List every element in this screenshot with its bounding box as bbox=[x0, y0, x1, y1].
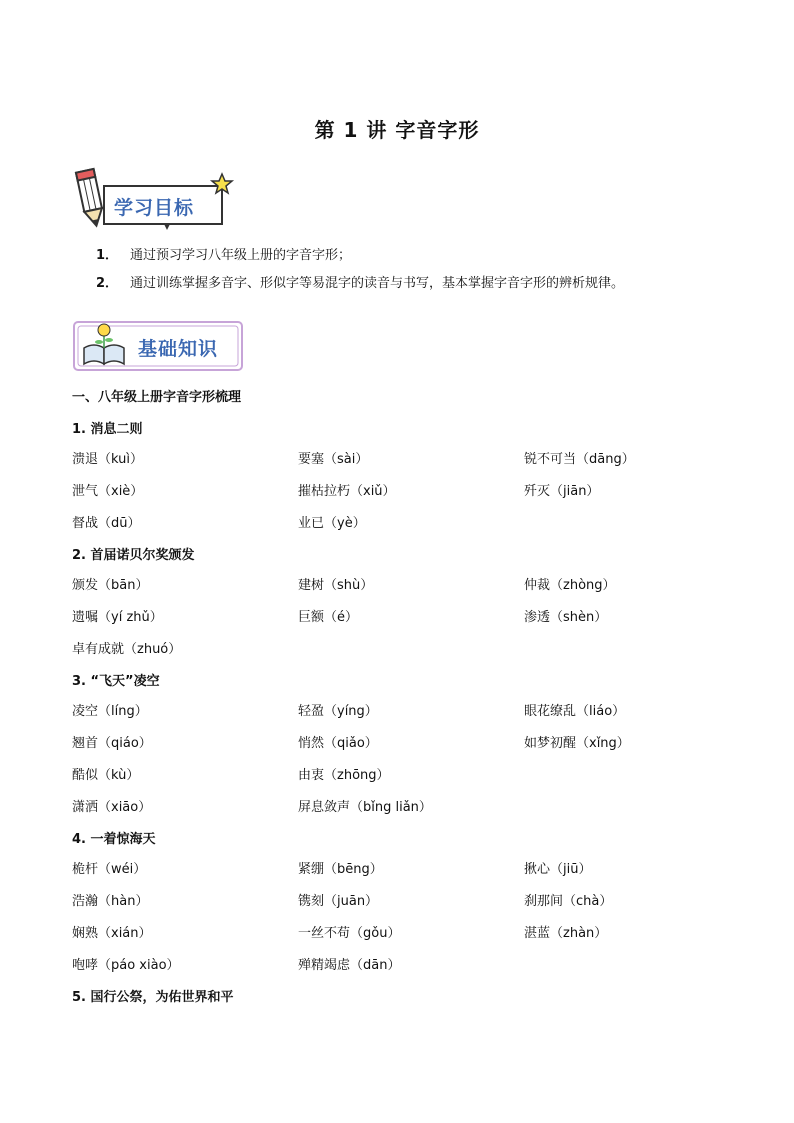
vocab-item: 桅杆（wéi） bbox=[72, 862, 147, 877]
goal-number: 1． bbox=[96, 248, 119, 263]
vocab-item: 渗透（shèn） bbox=[524, 610, 608, 625]
goal-text: 通过预习学习八年级上册的字音字形； bbox=[130, 248, 352, 263]
vocab-item: 歼灭（jiān） bbox=[524, 484, 600, 499]
page-title: 第 1 讲 字音字形 bbox=[314, 118, 480, 142]
vocab-grid bbox=[72, 858, 752, 978]
vocab-item: 由衷（zhōng） bbox=[298, 768, 390, 783]
lesson-heading: 1. 消息二则 bbox=[72, 422, 143, 437]
vocab-item: 轻盈（yíng） bbox=[298, 704, 378, 719]
content-body bbox=[72, 386, 752, 1016]
vocab-item: 屏息敛声（bǐng liǎn） bbox=[298, 800, 432, 815]
vocab-grid bbox=[72, 448, 752, 536]
section-heading: 一、八年级上册字音字形梳理 bbox=[72, 390, 242, 405]
vocab-item: 泄气（xiè） bbox=[72, 484, 144, 499]
vocab-item: 颁发（bān） bbox=[72, 578, 149, 593]
goal-number: 2． bbox=[96, 276, 119, 291]
lesson-heading: 2. 首届诺贝尔奖颁发 bbox=[72, 548, 195, 563]
vocab-item: 锐不可当（dāng） bbox=[524, 452, 635, 467]
vocab-item: 浩瀚（hàn） bbox=[72, 894, 149, 909]
lesson-heading: 3. “飞天”凌空 bbox=[72, 674, 160, 689]
vocab-item: 湛蓝（zhàn） bbox=[524, 926, 608, 941]
goal-item bbox=[96, 270, 624, 298]
vocab-item: 揪心（jiū） bbox=[524, 862, 592, 877]
vocab-item: 紧绷（bēng） bbox=[298, 862, 383, 877]
vocab-item: 如梦初醒（xǐng） bbox=[524, 736, 630, 751]
vocab-item: 一丝不苟（gǒu） bbox=[298, 926, 401, 941]
vocab-item: 遗嘱（yí zhǔ） bbox=[72, 610, 163, 625]
vocab-item: 刹那间（chà） bbox=[524, 894, 613, 909]
vocab-item: 建树（shù） bbox=[298, 578, 374, 593]
vocab-grid bbox=[72, 700, 752, 820]
vocab-item: 潇洒（xiāo） bbox=[72, 800, 152, 815]
basic-knowledge-label: 基础知识 bbox=[138, 338, 219, 360]
vocab-item: 溃退（kuì） bbox=[72, 452, 143, 467]
learning-goals-label: 学习目标 bbox=[114, 197, 195, 219]
learning-goals-list bbox=[96, 242, 624, 298]
vocab-item: 娴熟（xián） bbox=[72, 926, 152, 941]
vocab-item: 酷似（kù） bbox=[72, 768, 140, 783]
lessons-list bbox=[72, 418, 752, 1010]
vocab-item: 卓有成就（zhuó） bbox=[72, 642, 182, 657]
basic-knowledge-badge bbox=[72, 318, 247, 374]
vocab-item: 仲裁（zhòng） bbox=[524, 578, 616, 593]
vocab-item: 督战（dū） bbox=[72, 516, 141, 531]
vocab-grid bbox=[72, 574, 752, 662]
lesson-heading: 4. 一着惊海天 bbox=[72, 832, 156, 847]
goal-item bbox=[96, 242, 624, 270]
vocab-item: 镌刻（juān） bbox=[298, 894, 379, 909]
vocab-item: 翘首（qiáo） bbox=[72, 736, 152, 751]
vocab-item: 要塞（sài） bbox=[298, 452, 369, 467]
vocab-item: 眼花缭乱（liáo） bbox=[524, 704, 626, 719]
vocab-item: 悄然（qiǎo） bbox=[298, 736, 378, 751]
vocab-item: 凌空（líng） bbox=[72, 704, 148, 719]
vocab-item: 巨额（é） bbox=[298, 610, 358, 625]
vocab-item: 咆哮（páo xiào） bbox=[72, 958, 180, 973]
vocab-item: 殚精竭虑（dān） bbox=[298, 958, 401, 973]
learning-goals-badge bbox=[70, 166, 235, 232]
goal-text: 通过训练掌握多音字、形似字等易混字的读音与书写，基本掌握字音字形的辨析规律。 bbox=[130, 276, 625, 291]
vocab-item: 摧枯拉朽（xiǔ） bbox=[298, 484, 396, 499]
vocab-item bbox=[524, 764, 750, 788]
lesson-heading: 5. 国行公祭，为佑世界和平 bbox=[72, 990, 234, 1005]
vocab-item: 业已（yè） bbox=[298, 516, 366, 531]
